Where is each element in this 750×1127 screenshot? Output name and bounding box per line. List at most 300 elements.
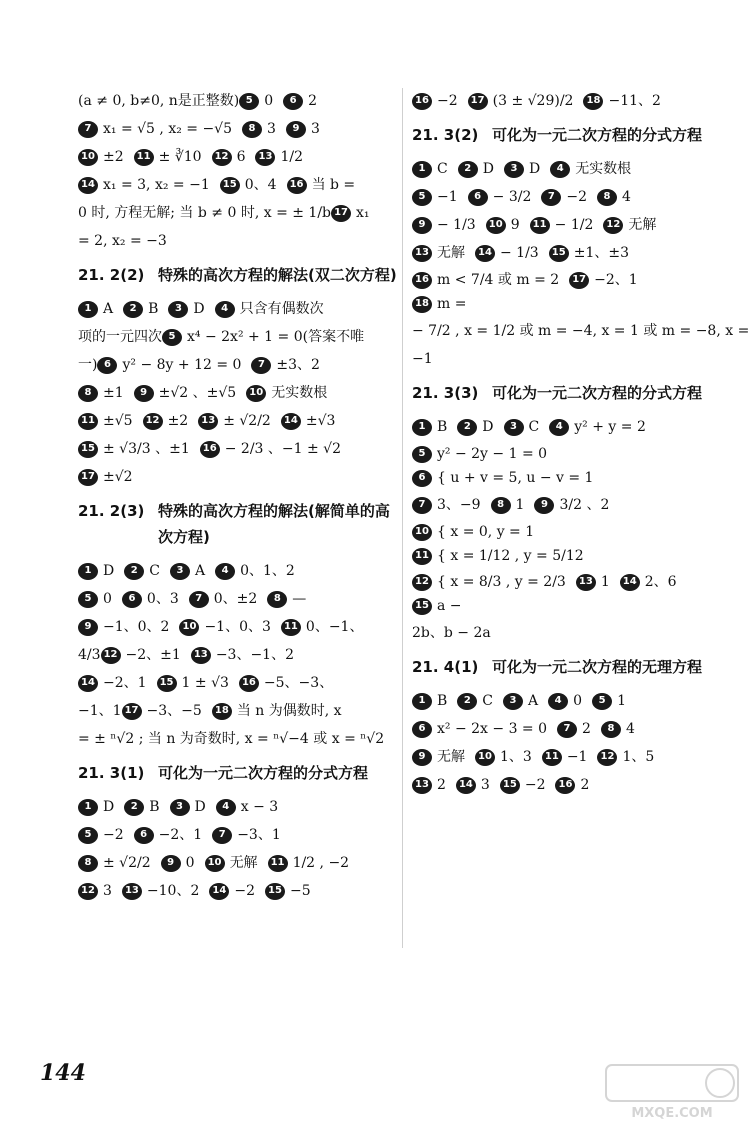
question-number-badge: 17	[78, 469, 98, 486]
question-number-badge: 11	[281, 619, 301, 636]
answer-line	[412, 620, 712, 646]
answer-value: 2	[582, 721, 591, 737]
question-number-badge: 12	[78, 883, 98, 900]
question-number-badge: 17	[569, 272, 589, 289]
question-number-badge: 16	[555, 777, 575, 794]
question-number-badge: 14	[456, 777, 476, 794]
question-number-badge: 1	[412, 693, 432, 710]
answer-value: − 1/3	[500, 245, 539, 261]
section-title: 可化为一元二次方程的无理方程	[492, 658, 703, 676]
answer-value: D	[103, 799, 115, 815]
question-number-badge: 13	[198, 413, 218, 430]
answer-value: 3	[103, 883, 112, 899]
answer-item	[331, 201, 370, 225]
question-number-badge: 9	[134, 385, 154, 402]
answer-value: 3	[267, 121, 276, 137]
answer-value: 1、3	[500, 749, 532, 765]
answer-item	[486, 213, 520, 237]
answer-value: −2、1	[158, 827, 203, 843]
answer-item	[78, 117, 232, 141]
answer-item	[412, 689, 447, 713]
answer-item	[189, 587, 258, 611]
answer-item	[542, 745, 588, 769]
answer-value: −2、1	[103, 675, 147, 691]
section-title: 特殊的高次方程的解法(解简单的高次方程)	[158, 502, 390, 546]
answer-line	[78, 670, 398, 696]
answer-item	[412, 213, 476, 237]
answer-item	[78, 587, 112, 611]
question-number-badge: 3	[503, 693, 523, 710]
question-number-badge: 7	[212, 827, 232, 844]
answer-value: 0	[264, 93, 274, 109]
question-number-badge: 5	[239, 93, 259, 110]
answer-line	[412, 520, 712, 568]
answer-value: −3、−5	[146, 703, 202, 719]
question-number-badge: 5	[412, 446, 432, 463]
question-number-badge: 15	[500, 777, 520, 794]
answer-item	[122, 699, 202, 723]
answer-value: { x = 0, y = 1	[437, 524, 535, 540]
answer-item	[246, 381, 327, 405]
question-number-badge: 10	[486, 217, 506, 234]
answer-value: ± √3/3 、±1	[103, 441, 190, 457]
answer-item	[457, 415, 493, 439]
answer-value: 0	[573, 693, 583, 709]
answer-item	[468, 89, 574, 113]
answer-value: 当 b =	[311, 177, 356, 193]
answer-item	[124, 795, 159, 819]
answer-text: = ± ⁿ√2 ; 当 n 为奇数时, x = ⁿ√−4 或 x = ⁿ√2	[78, 731, 385, 747]
answer-value: −2	[437, 93, 458, 109]
answer-line	[412, 772, 712, 798]
question-number-badge: 10	[246, 385, 266, 402]
answer-item	[576, 570, 610, 594]
answer-value: −1、0、2	[103, 619, 170, 635]
answer-item	[78, 465, 133, 489]
answer-value: 1、5	[622, 749, 655, 765]
answer-item	[212, 823, 281, 847]
answer-line	[78, 794, 398, 820]
answer-value: B	[148, 301, 159, 317]
question-number-badge: 11	[412, 548, 432, 565]
answer-value: −2	[524, 777, 546, 793]
answer-item	[78, 823, 124, 847]
question-number-badge: 7	[412, 497, 432, 514]
question-number-badge: 13	[412, 777, 432, 794]
answer-line	[412, 240, 712, 266]
answer-item	[603, 213, 656, 237]
answer-item	[101, 643, 181, 667]
answer-item	[287, 173, 356, 197]
answer-value: ± √2/2	[223, 413, 271, 429]
answer-value: m < 7/4 或 m = 2	[437, 272, 560, 288]
answer-item	[162, 325, 364, 349]
answer-line	[78, 586, 398, 612]
question-number-badge: 14	[78, 675, 98, 692]
answer-item	[281, 409, 336, 433]
answer-value: 无解	[437, 245, 465, 261]
answer-value: A	[194, 563, 206, 579]
answer-text: 4/3	[78, 647, 101, 663]
answer-line	[412, 492, 712, 518]
answer-item	[583, 89, 660, 113]
answer-text: − 7/2 , x = 1/2 或 m = −4, x = 1 或 m = −8, x =	[412, 323, 750, 339]
answer-value: —	[292, 591, 307, 607]
answer-value: 无解	[229, 855, 258, 871]
answer-item	[78, 173, 210, 197]
answer-item	[168, 297, 204, 321]
answer-item	[134, 145, 202, 169]
answer-line	[78, 88, 398, 114]
section-number: 21. 3(3)	[412, 384, 479, 402]
answer-item	[549, 415, 646, 439]
answer-item	[412, 157, 448, 181]
question-number-badge: 10	[205, 855, 225, 872]
question-number-badge: 3	[170, 563, 190, 580]
answer-value: (3 ± √29)/2	[492, 93, 574, 109]
answer-item	[255, 145, 303, 169]
question-number-badge: 1	[78, 799, 98, 816]
answer-item	[78, 559, 114, 583]
question-number-badge: 6	[283, 93, 303, 110]
answer-item	[283, 89, 317, 113]
answer-item	[170, 559, 205, 583]
question-number-badge: 9	[412, 217, 432, 234]
question-number-badge: 2	[124, 799, 144, 816]
question-number-badge: 9	[78, 619, 98, 636]
answer-value: ± ∛10	[158, 149, 202, 165]
answer-item	[268, 851, 350, 875]
answer-value: 3、−9	[437, 497, 481, 513]
answer-item	[458, 157, 494, 181]
answer-value: 无实数根	[271, 385, 328, 401]
question-number-badge: 5	[162, 329, 182, 346]
question-number-badge: 9	[534, 497, 554, 514]
question-number-badge: 13	[412, 245, 432, 262]
answer-value: B	[437, 693, 448, 709]
answer-value: ±1	[103, 385, 124, 401]
answer-item	[179, 615, 270, 639]
question-number-badge: 16	[239, 675, 259, 692]
answer-value: − 2/3 、−1 ± √2	[224, 441, 341, 457]
question-number-badge: 13	[191, 647, 211, 664]
answer-item	[412, 745, 465, 769]
question-number-badge: 9	[412, 749, 432, 766]
section-number: 21. 3(2)	[412, 126, 479, 144]
section-number: 21. 2(3)	[78, 502, 145, 520]
answer-line	[412, 184, 712, 210]
question-number-badge: 6	[412, 721, 432, 738]
answer-item	[412, 415, 447, 439]
question-number-badge: 2	[124, 563, 144, 580]
answer-item	[504, 157, 540, 181]
answer-value: D	[193, 301, 205, 317]
question-number-badge: 15	[220, 177, 240, 194]
answer-value: 无实数根	[575, 161, 632, 177]
answer-value: ±√5	[103, 413, 133, 429]
answer-value: D	[528, 161, 541, 177]
question-number-badge: 7	[78, 121, 98, 138]
question-number-badge: 7	[251, 357, 271, 374]
question-number-badge: 18	[412, 296, 432, 313]
answer-item	[412, 520, 534, 544]
question-number-badge: 10	[475, 749, 495, 766]
answer-text: −1、1	[78, 703, 122, 719]
answer-value: 4	[622, 189, 631, 205]
question-number-badge: 14	[209, 883, 229, 900]
answer-item	[457, 689, 493, 713]
answer-value: C	[482, 693, 494, 709]
answer-item	[124, 559, 160, 583]
question-number-badge: 9	[161, 855, 181, 872]
answer-item	[239, 89, 273, 113]
answer-value: 0	[185, 855, 195, 871]
question-number-badge: 6	[122, 591, 142, 608]
answer-text: 项的一元四次	[78, 329, 162, 345]
answer-item	[134, 381, 237, 405]
question-number-badge: 8	[491, 497, 511, 514]
answer-value: C	[149, 563, 160, 579]
answer-value: 无解	[437, 749, 465, 765]
question-number-badge: 2	[123, 301, 143, 318]
question-number-badge: 6	[468, 189, 488, 206]
answer-value: ±1、±3	[573, 245, 629, 261]
answer-item	[123, 297, 158, 321]
question-number-badge: 4	[215, 301, 235, 318]
answer-value: y² + y = 2	[574, 419, 646, 435]
answer-item	[456, 773, 490, 797]
answer-value: 1	[617, 693, 626, 709]
answer-item	[541, 185, 587, 209]
answer-line	[78, 352, 398, 378]
answer-line	[78, 614, 398, 640]
answer-item	[205, 851, 258, 875]
section-title: 可化为一元二次方程的分式方程	[492, 384, 703, 402]
question-number-badge: 11	[134, 149, 154, 166]
answer-value: { x = 8/3 , y = 2/3	[437, 574, 566, 590]
question-number-badge: 14	[281, 413, 301, 430]
answer-item	[143, 409, 189, 433]
answer-item	[412, 717, 547, 741]
answer-item	[170, 795, 206, 819]
answer-value: −3、1	[237, 827, 281, 843]
answer-item	[212, 145, 246, 169]
section-heading	[78, 262, 398, 288]
question-number-badge: 12	[603, 217, 623, 234]
question-number-badge: 15	[549, 245, 569, 262]
answer-value: A	[103, 301, 114, 317]
question-number-badge: 10	[412, 524, 432, 541]
question-number-badge: 8	[601, 721, 621, 738]
answer-item	[78, 145, 124, 169]
question-number-badge: 3	[504, 161, 524, 178]
answer-item	[191, 643, 294, 667]
answer-value: −1	[566, 749, 588, 765]
answer-value: 0、1、2	[240, 563, 295, 579]
answer-value: − 1/2	[554, 217, 594, 233]
answer-item	[157, 671, 229, 695]
answer-item	[412, 292, 466, 316]
answer-item	[242, 117, 276, 141]
answer-line	[412, 716, 712, 742]
answer-line	[78, 144, 398, 170]
answer-item	[78, 795, 114, 819]
answer-item	[620, 570, 677, 594]
question-number-badge: 6	[97, 357, 117, 374]
answer-value: −2、1	[594, 272, 638, 288]
question-number-badge: 2	[458, 161, 478, 178]
answer-value: D	[103, 563, 115, 579]
answer-value: ±3、2	[276, 357, 320, 373]
answer-value: D	[194, 799, 206, 815]
section-number: 21. 4(1)	[412, 658, 479, 676]
answer-line	[412, 442, 712, 490]
answer-value: 只含有偶数次	[239, 301, 324, 317]
section-number: 21. 3(1)	[78, 764, 145, 782]
question-number-badge: 13	[122, 883, 142, 900]
answer-value: −1	[437, 189, 458, 205]
answer-line	[412, 156, 712, 182]
answer-item	[412, 570, 566, 594]
answer-line	[412, 268, 712, 316]
answer-item	[412, 466, 593, 490]
question-number-badge: 3	[504, 419, 524, 436]
answer-item	[78, 297, 113, 321]
answer-item	[412, 773, 446, 797]
column-divider	[402, 88, 403, 948]
question-number-badge: 11	[78, 413, 98, 430]
question-number-badge: 1	[78, 301, 98, 318]
left-column	[78, 88, 398, 906]
answer-item	[198, 409, 271, 433]
answer-value: 9	[510, 217, 520, 233]
answer-text: −1	[412, 351, 433, 367]
question-number-badge: 14	[475, 245, 495, 262]
answer-text: 2b、b − 2a	[412, 625, 491, 641]
question-number-badge: 16	[287, 177, 307, 194]
answer-value: 0、4	[244, 177, 277, 193]
question-number-badge: 17	[468, 93, 488, 110]
answer-value: D	[482, 419, 494, 435]
answer-line	[78, 172, 398, 198]
answer-item	[534, 493, 609, 517]
section-title: 可化为一元二次方程的分式方程	[158, 764, 369, 782]
answer-value: 2	[580, 777, 590, 793]
answer-item	[548, 689, 582, 713]
question-number-badge: 6	[412, 470, 432, 487]
answer-value: 2	[437, 777, 446, 793]
answer-value: x₁ = 3, x₂ = −1	[103, 177, 210, 193]
answer-value: ± √2/2	[103, 855, 151, 871]
question-number-badge: 1	[78, 563, 98, 580]
section-heading	[412, 654, 712, 680]
answer-value: −1、0、3	[204, 619, 271, 635]
answer-line	[78, 726, 398, 752]
question-number-badge: 16	[412, 272, 432, 289]
answer-value: B	[149, 799, 160, 815]
answer-value: a −	[437, 598, 462, 614]
section-number: 21. 2(2)	[78, 266, 145, 284]
question-number-badge: 14	[620, 574, 640, 591]
answer-value: ±√2	[103, 469, 133, 485]
answer-item	[161, 851, 195, 875]
answer-value: 3	[310, 121, 320, 137]
question-number-badge: 18	[583, 93, 603, 110]
answer-value: 1	[600, 574, 610, 590]
answer-item	[78, 851, 151, 875]
question-number-badge: 17	[122, 703, 142, 720]
answer-value: 1/2	[280, 149, 304, 165]
answer-line	[78, 850, 398, 876]
answer-item	[491, 493, 525, 517]
answer-item	[412, 89, 458, 113]
answer-value: 0、−1、	[305, 619, 364, 635]
answer-value: x₁ = √5 , x₂ = −√5	[103, 121, 233, 137]
section-heading	[412, 122, 712, 148]
answer-item	[78, 879, 112, 903]
question-number-badge: 16	[200, 441, 220, 458]
answer-item	[412, 268, 559, 292]
question-number-badge: 1	[412, 161, 432, 178]
question-number-badge: 7	[189, 591, 209, 608]
answer-text: 一)	[78, 357, 98, 373]
answer-line	[412, 570, 712, 618]
answer-item	[557, 717, 591, 741]
answer-item	[220, 173, 277, 197]
answer-item	[412, 442, 547, 466]
answer-value: −2	[566, 189, 587, 205]
answer-line	[78, 642, 398, 668]
answer-item	[412, 493, 481, 517]
question-number-badge: 4	[216, 799, 236, 816]
answer-value: −5、−3、	[263, 675, 334, 691]
section-heading	[78, 498, 398, 550]
answer-item	[212, 699, 342, 723]
answer-value: 0、3	[146, 591, 179, 607]
question-number-badge: 18	[212, 703, 232, 720]
answer-value: 0	[103, 591, 112, 607]
answer-item	[239, 671, 333, 695]
answer-line	[412, 318, 750, 344]
answer-line	[78, 558, 398, 584]
question-number-badge: 5	[78, 591, 98, 608]
question-number-badge: 5	[592, 693, 612, 710]
question-number-badge: 2	[457, 693, 477, 710]
answer-value: A	[528, 693, 539, 709]
answer-value: −10、2	[146, 883, 200, 899]
question-number-badge: 11	[542, 749, 562, 766]
question-number-badge: 10	[179, 619, 199, 636]
answer-item	[78, 437, 190, 461]
answer-value: { u + v = 5, u − v = 1	[437, 470, 594, 486]
answer-item	[468, 185, 532, 209]
page-number: 144	[40, 1060, 86, 1086]
answer-item	[569, 268, 638, 292]
question-number-badge: 7	[541, 189, 561, 206]
watermark-logo	[602, 1061, 742, 1121]
answer-value: −3、−1、2	[215, 647, 294, 663]
answer-line	[412, 744, 712, 770]
question-number-badge: 8	[78, 385, 98, 402]
answer-item	[215, 297, 324, 321]
question-number-badge: 12	[143, 413, 163, 430]
answer-value: −11、2	[608, 93, 661, 109]
answer-item	[281, 615, 364, 639]
answer-item	[78, 409, 133, 433]
answer-value: y² − 2y − 1 = 0	[437, 446, 548, 462]
answer-line	[412, 88, 712, 114]
answer-item	[592, 689, 626, 713]
